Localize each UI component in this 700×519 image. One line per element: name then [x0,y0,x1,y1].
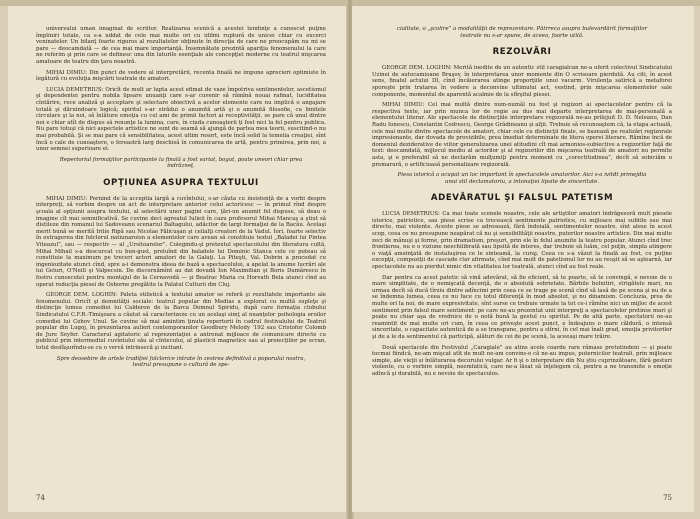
paragraph: GEORGE DEM. LOGHIN: Merită inedite de un autentic stil caragialcan ne-a oferit colectivul Sindicatului Uzinei de autocamioane Braşov, în interpretarea unor momente din O scrisoare pierdută. Au citi, în acest sens, finalul actului III, cînd încăierarea atinge proporţiile unui vacarm. Virulenţa satirică a metaforei sporeşte prin tratarea în vedere a deconvine ultimului act, vestind, prin mişcarea elementelor sale componente, momentul de aparentă acalmie de la sfîrşitul piesei. [372,65,672,98]
page-number: 74 [36,494,45,502]
paragraph: LUCIA DEMETRIUS: Oricît de mult ar lupta acest efimat de vaze împotriva sentimentelor, ascetismul şi dependentei pentru nobila lipsare unuanţi care s-ar cuvenir să rămînă nouai rafinat, luciditatea cîntărire, rece analiză şi acceptare şi selectare obiectivă a acelor elemente care nu implică o angajare totală şi dăruindoare logică; spiritul s-ar strădui o anumită artă şi o anumită filosofie, cu limitele circulare şi la noi, să înlăture emoţia cu cel ami de primii factori ai receptivităţii, se pare că unul dintre noi e chiar atît de dispus să renunţe la lumina, care, în ciuda cunoaşterii ţi fost nici la fel pentru publica. Nu pare totuşi că nici aspectele artistice ne sunt de seamă să ajungă de partea mea teorii, suscitind-o nu mai probabilă. Şi se mai pare că sensibilitatea, acest ultim resort, este încă solid la temelia creaţiei, sînt încă o cale de cunoaştere, o fereastră larg deschisă în comunicarea de artă, pentru primirea, prin noi, a unor semnei superioare ei. [36,86,326,153]
paragraph: GEORGE DEM. LOGHIN: Paleta stilistică a textului amator se referă şi rezultatele importante ale fenomenului. Oricît şi demnităţii sociale: teatrul popular din Medias a explorat cu multă supleţe şi distincţie lumea comediei lui Calderon de la Barca Domnul Spiridu, după care formaţia clubului Sindicatului C.F.R.-Timişoara a căutat să caracterizeze cu un acelaşi simţ al nuanţelor psihologia eroilor comediei lui Cehov Unul. Se cuvine să mai amintim ţinuta repertorii în cadrul festivalului de Teatrul popular din Lugoj, în prezentarea aulieri contemporanilor Goodbury Melody '192 sau Cristofor Colomb de Jure Seyfer. Caracterul agitatoric al reprezentaţiei a antrenat mijloace de comunicare directe cu publicul prin intermediul cuvîntului său al cîntecului, al plasticii magnetice sau al proiecţiilor pe ecran, totul desfăşurîndu-se cu o vervă intrinsecă şi incitant. [36,292,326,351]
paragraph: LUCIA DEMETRIUS: Ca mai toate scenele noastre, cele ale artiştilor amatori îndrăgesoră mult piesele istorice, patriotice, sau piese scrise ca trecească sentimente patriotice, cu mijloace mai subtile sau mai directe, mai violente. Aceste piese se adresează, fără îndoială, sentimentelor noastre, sînt alese în acest scop, ceea ce nu presupune neapărat că nu şi sensibilităţii noastre, puterilor noastre artistice. Din mai multe zeci de mănuşi şi forme, prin dramatism, preşuri, prin ele în felul anumite la teatru popular. Atunci cînd trec frontierea, nu e o viziune neechilibrată sau lipsită de interes, dar trebuie să luăm, cel puţin, simpla atingere o viaţă ameinţată de instaluşirea ce le sinteamă, la curaj. Ceea ce s-a văzut la finală au fost, cu puţine excepţii, compoziţii de cascade clar afirmate, cînd mai mult de patetismul lor nu au reuşit să se aştearnă, iar spectacolele nu au pierdut nimic din vitalitatea lor teatrală, atunci cînd au fost reale. [372,211,672,271]
right-page [352,6,694,512]
paragraph: universului uman imaginat de scriitor. Realizarea scenică a acestei tendinţe a cunoscut puţine împliniri totale, ca s-a uddat de cele mai multe ori cu idilmi ruptură de unicei chiar cu excerci veninatelor. Un bilanţ foarte riguros al rezultatelor obţinute în direcţia de care ne preocupăm nu mi se pare — deocamdată — de cea mai mare importanţă. Însemnătate prezintă apariţia fenomenului la care ne referim şi prin care se definesc una din laturile esenţiale ale concepţiei moderne cu teatrul mişcarea amatoare de teatru din ţara noastră. [36,26,326,65]
paragraph: MIHAI DIMIU: Din punct de vedere al interpretării, recenta finală ne impune aprecieri optimiste în legătură cu evoluţia mişcării teatrale de amatori. [36,69,326,83]
editorial-note: Piesa istorică a ocupat un loc important în spectacolele amatorilor. Aici s-a ivitdt primejdia unui stil declamatoriu, a intonaţiei lipsite de sinceritate. [397,172,647,185]
editorial-note: Spre deosebire de artele tradiţiei folclorice intrate în zestrea definitivă a poporului nostru, teatrul presupune o cultură de spe- [56,355,306,369]
paragraph: Dar pentru ca acest patetic să vină adevărat, să fie eficient, să te poarte, să te convingă, e nevoie de o mare simplitate, de o nemişcată decenţă, de o absolută sobrietate. Bărbile bolnitiri, strigătele mari, nu urmau decît să ducă tîrziu dintre adîncimi prin ceea ce se trage pe scenă cînd să iasă de pe scena şi nu de a se îndemna lumea, ceea ce nu face cu totul diferenţă în mod absolut, şi nu dinamism. Concluzia, prea de multe ori la noi, de mare expresivitate, sînt surse ce trebuie urmate la tot ce-i rămîne nici un mijloc de acest sentiment prin falsul mare sentiment: pe care ne-au prezentat unii interpreţi a spectacolelor pretinse mari şi poate nu chiar aşa de vrednice de o notă bună la gestul cu spiritul. Pe de altă parte, spectatorii ne-au reamintit de mai multe ori cum, în ceea ce priveşte acest punct, e îndeajuns o mare căldură, o intensă sinceritate, o capacitate autentică de a se transpune, pentru a stîrni, în cel mai înalt grad, emoţia privitorilor şi de a le da sentimentul că participă, alături de cei de pe scenă, la aceeaşi mare trăire. [372,274,672,340]
paragraph: MIHAI DIMIU: Pornind de la acceptia largă a cuvîntului, s-ar căuta cu insistenţă de a vorbi despre interpreţi, să vorbim despre un act de interpretare anterior celui actoricesc — în primul rînd despre şcoala al opţiunii asupra textului, al selectării unor pagini care, ţări-un anumit fel dispuse, să deau o imagine cît mai semnificativă. Se cuvine deci agreatul Iulieii în cazu profesorul Mihai Mancaş a ştiut să distileze din romanul lui Sadoveanu scenariul Baltagului, adăcitor de largi formaţiei de la Bacău. Acelaşi merit bună se merită Irilie Ripă sau Nicolae Fălicuşan şi ceilalţi creatori de la Vadul. Iori, foarte selectiv în extragerea din folclorul natiunaroisn a elementelor care avean să constituie textul „Baladei lui Pintea Viteazul”, sau — respectiv — al „Ursitoarelor”. Colegindu-şi pretextul spectacolului din literatura cultă, Mihai Mihail s-a descurcat cu bun-gust, preluînd din baladele lui Dominic Stanca cele ce puteau să constituie la maximum pe treceri actori amatori de la Galaţi. La Piteşti, Val. Dobrin a procedat cu ingeniozitate atunci cînd, spre a-i demonstra ideea de bază a spectacolului, a apelat la anume lucrări ale lui Geluri, O'Neill şi Valpecsin. De discernămînt au dat dovadă Ion Maximilian şi Boris Dumărescu în fostru cunoscutei pentru montajul de la Cernavodă — şi Beatrac Maria cu Horvath Bela atunci cînd au operat reducţia piesei de Osborne pregătite la Palatul Culturii din Cluj. [36,195,326,288]
section-heading: ADEVĂRATUL ŞI FALSUL PATETISM [430,193,614,204]
editorial-note: cialitate, o „şcolire” a modalităţii de reprezentare. Pătrreca asupra bulevardărit formaţiilor teatrale nu s-ar spune, de aceea, foarte utilă. [396,26,648,39]
paragraph: Două spectacole din Festivalul „Caragiale” au atins acele coarde rare rămase pretutindeni — şi poate tocmai fiindcă, ne-am mişcat atît de mult ne-am convins-o că ne-au impus, puternicilor teatrali, prin mijloace simple, ale vieţii și înlăturarea decorului vulgar. Ar fi şi o interpretare din Nu știu cuprinzătoare, fără gesturi violente, cu o vorbire simplă, neemfatică, care ne-a lăsat să înţelegem că, pentru a ne transmite o emoție adîncă şi durabilă, nu e nevoie de spectaculos. [372,344,672,377]
right-column [372,26,672,382]
editorial-note: Repertoriul formaţiilor participante la finală a fost variat, bogat, poate uneori chiar prea îndrăzneţ. [59,156,303,170]
left-page [8,6,349,512]
paragraph: MIHAI DIMIU: Cel mai multă dintre num-număl nu fost şi regizori ai spectacolelor pentru că la respectiva texte, iar prin munca lor de regie au dus mai departe interpretarea de mai-personală a elementului literar. Ale spectacole de distincţiile interpretare regizorală ne-au prilejuit D. D. Neleanu, Dan Radu Ionescu, Constantin Codrescu, George Grădineanu şi alţii. Trebuie să recunoaştem că, la etapa actuală, cele mai multe dintre spectacole de amatori, chiar cele cu distincţii finale, se bazează pe realizări regizorale impresionante, dar dovada de provizibile, prea îmediat determinate de litera operei literare. Rămîne încă de domeniul deziderative de viitor generalizarea unei atitudini cît mai armonios-subiective a regizorilor faţă de text: deocamdată, mijlocul mediu al actorilor şi al regizorilor din mişcarea teatrală de amatori nu permite asta, şi e preferabil să ne declarăm mulţumiţi pentru moment cu „corectitudinea”, decît să sobiciăm o premarură, o artificioasă personalizare regizorală. [372,102,672,168]
left-column [36,26,326,373]
section-heading: REZOLVĂRI [492,47,552,58]
section-heading: OPŢIUNEA ASUPRA TEXTULUI [103,177,259,188]
page-number: 75 [663,494,672,502]
